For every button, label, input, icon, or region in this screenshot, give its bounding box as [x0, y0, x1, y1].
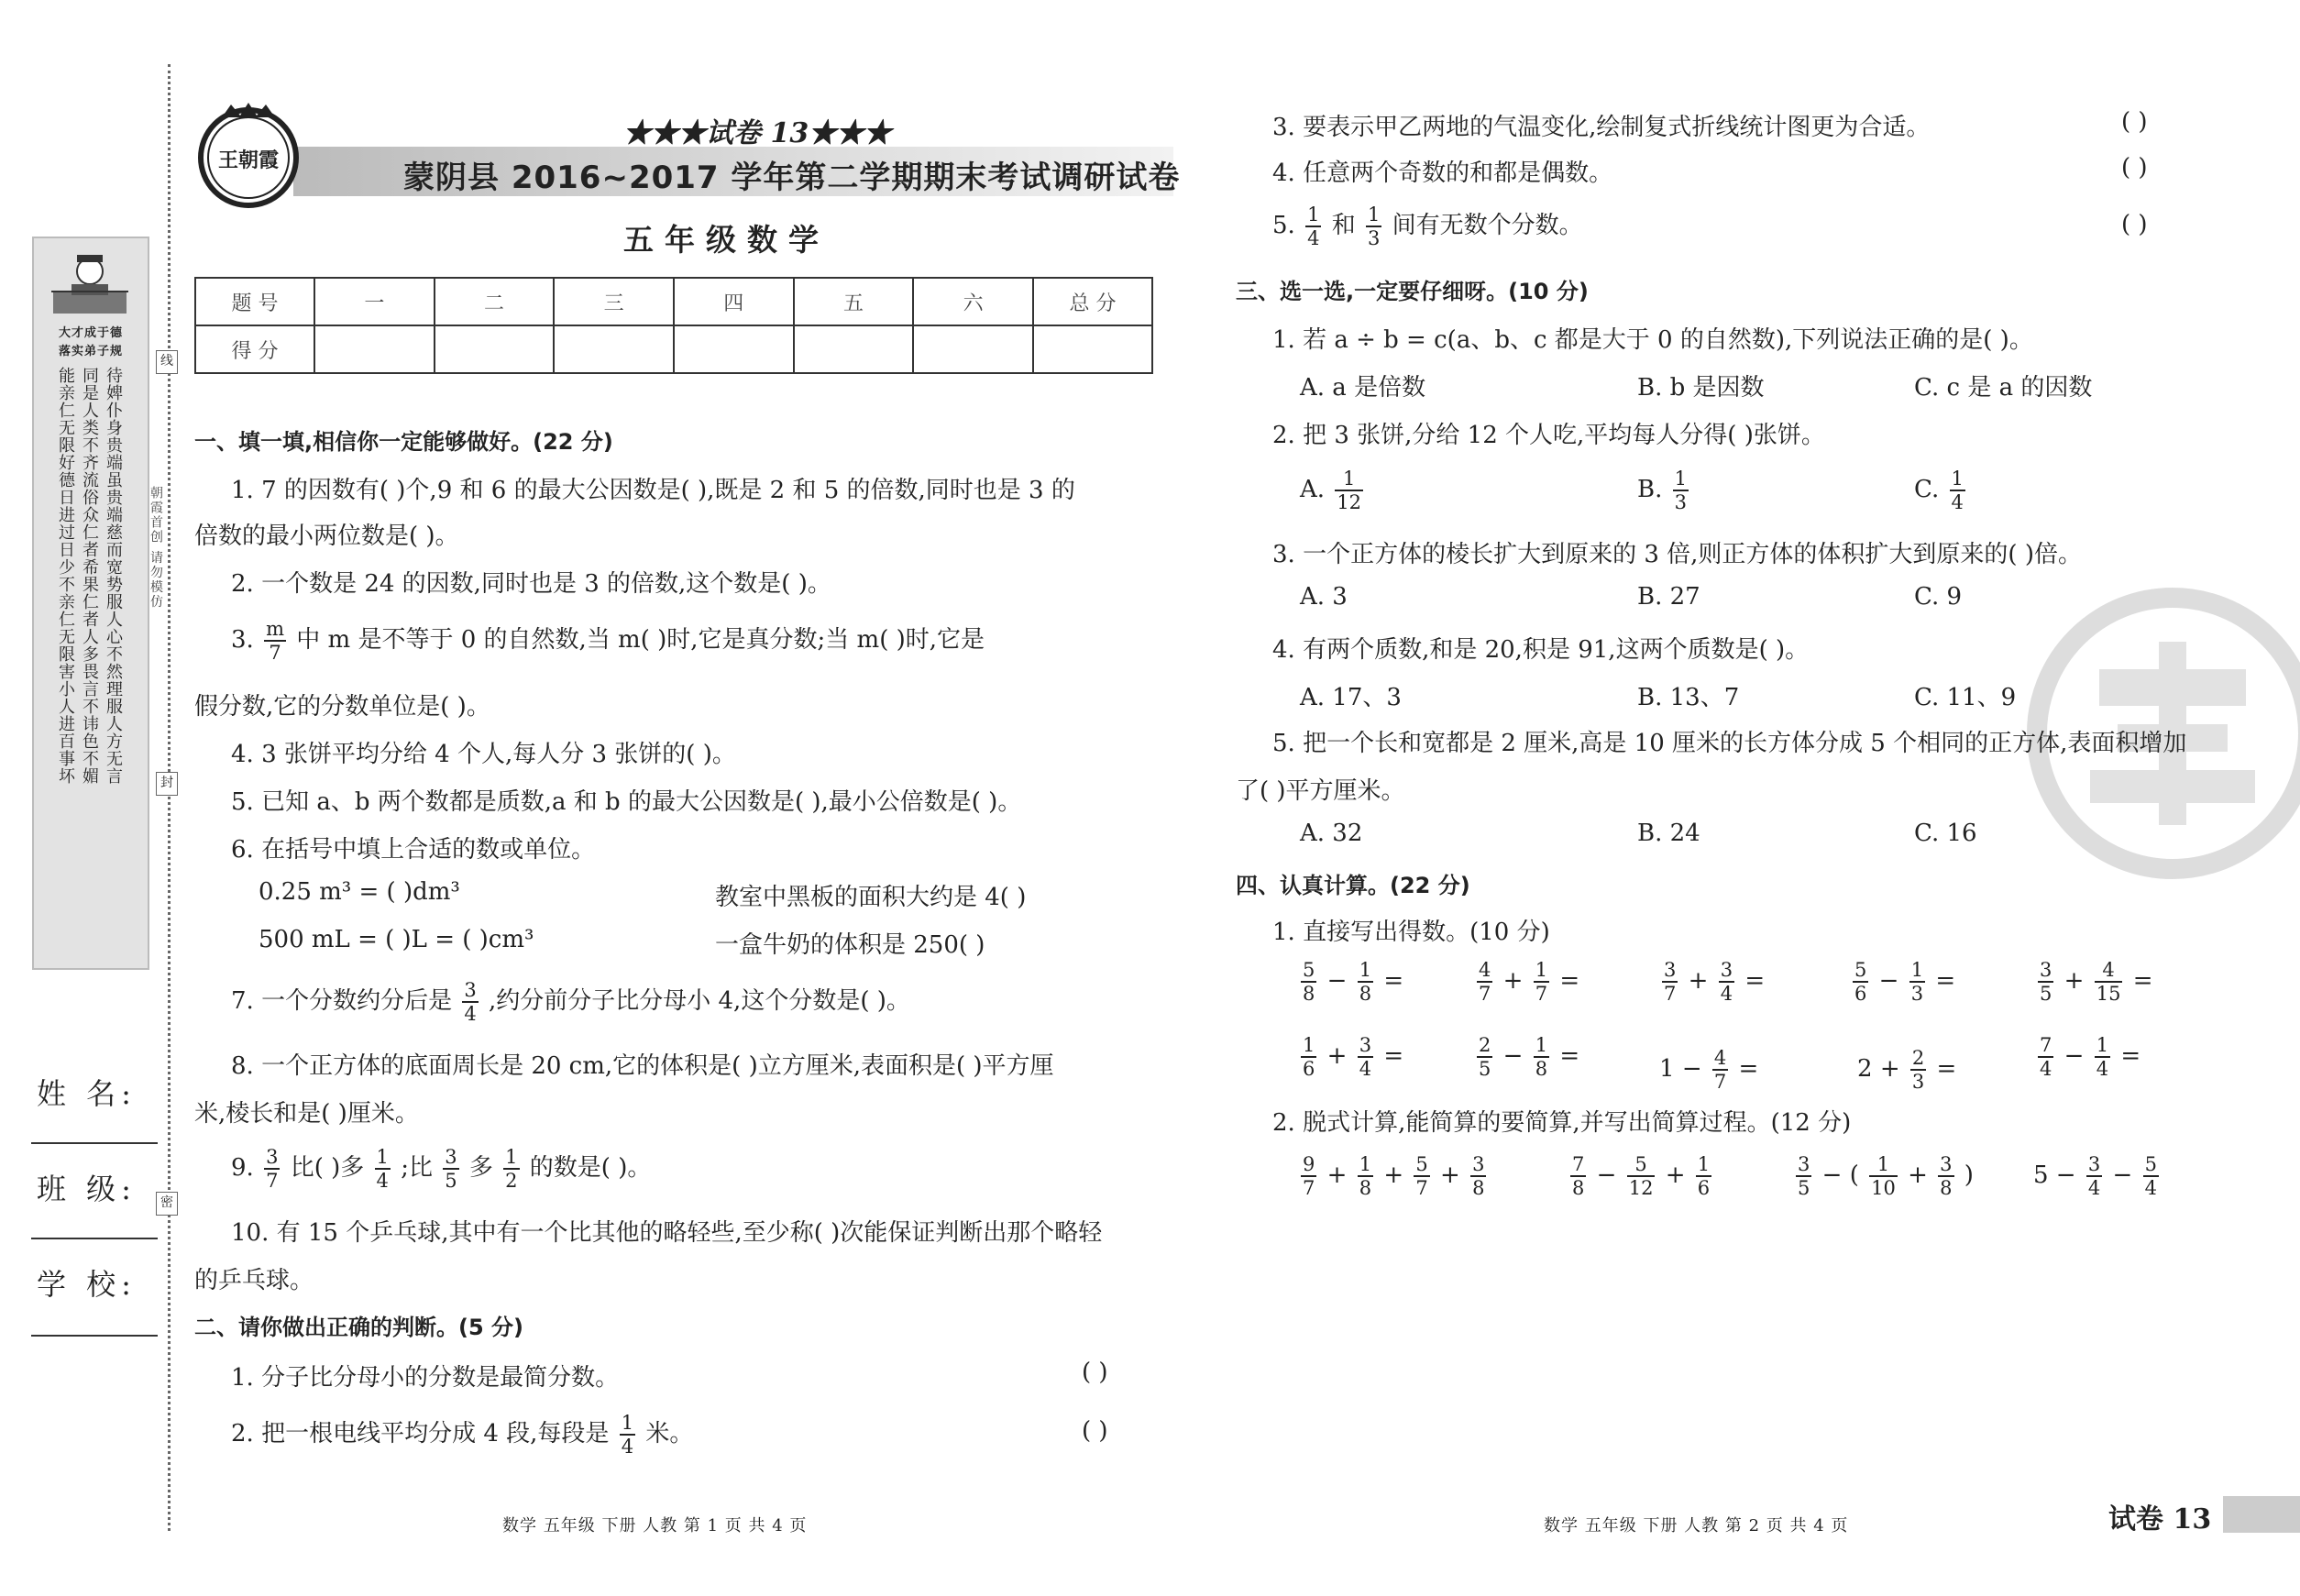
question-1: 1. 7 的因数有( )个,9 和 6 的最大公因数是( ),既是 2 和 5 的倍数,同时也是 3 的: [231, 477, 1075, 504]
step-calc-4: 5 − $\frac{3}{4}$ − $\frac{5}{4}$: [2033, 1153, 2157, 1199]
choice-2: 2. 把 3 张饼,分给 12 个人吃,平均每人分得( )张饼。: [1272, 422, 1825, 449]
choice-option[interactable]: C. $\frac{1}{4}$: [1914, 468, 1964, 513]
calc-item: $\frac{2}{5}$ − $\frac{1}{8}$ =: [1479, 1034, 1580, 1080]
fraction: $\frac{1}{12}$: [1337, 468, 1362, 513]
calc-item: $\frac{5}{8}$ − $\frac{1}{8}$ =: [1303, 959, 1404, 1005]
choice-1: 1. 若 a ÷ b = c(a、b、c 都是大于 0 的自然数),下列说法正确的是( )。: [1272, 326, 2033, 354]
copyright-note: 朝霞首创 请勿模仿: [149, 486, 163, 610]
score-input[interactable]: [554, 325, 674, 373]
calc-item: 2 + $\frac{2}{3}$ =: [1857, 1047, 1957, 1093]
choice-option[interactable]: B. 13、7: [1637, 684, 1740, 711]
seal-line-char: 线: [156, 350, 178, 374]
class-field[interactable]: [31, 1238, 158, 1239]
fraction: $\frac{3}{7}$: [266, 1146, 279, 1192]
question-6d: 一盒牛奶的体积是 250( ): [715, 931, 985, 959]
fraction: $\frac{1}{4}$: [621, 1412, 634, 1458]
subject-title: 五年级数学: [623, 222, 830, 258]
question-8-cont: 米,棱长和是( )厘米。: [194, 1100, 419, 1128]
motto-title-2: 落实弟子规: [58, 345, 123, 358]
step-calc-1: $\frac{9}{7}$ + $\frac{1}{8}$ + $\frac{5}{7}$ + $\frac{3}{8}$: [1303, 1153, 1485, 1199]
table-row: [195, 278, 1152, 325]
name-label: 姓 名:: [37, 1076, 137, 1111]
seal-secret-char: 密: [156, 1192, 178, 1216]
choice-option[interactable]: A. 3: [1300, 583, 1348, 611]
choice-option[interactable]: A. 17、3: [1300, 684, 1402, 711]
question-9: 9. $\frac{3}{7}$ 比( )多 $\frac{1}{4}$ ;比 $\frac{3}{5}$ 多 $\frac{1}{2}$ 的数是( )。: [231, 1146, 652, 1192]
answer-paren[interactable]: ( ): [2121, 108, 2148, 136]
table-cell: 二: [435, 278, 555, 325]
q3-text: 中 m 是不等于 0 的自然数,当 m( )时,它是真分数;当 m( )时,它是: [296, 626, 985, 654]
question-6b: 教室中黑板的面积大约是 4( ): [715, 884, 1027, 911]
name-field[interactable]: [31, 1142, 158, 1144]
section-1-heading: 一、填一填,相信你一定能够做好。(22 分): [194, 429, 613, 455]
fraction: $\frac{3}{4}$: [464, 979, 477, 1025]
judge-1: 1. 分子比分母小的分数是最简分数。: [231, 1364, 620, 1392]
choice-option[interactable]: C. 11、9: [1914, 684, 2017, 711]
table-cell: 得 分: [195, 325, 314, 373]
table-row: [195, 325, 1152, 373]
paper-number: ★★★试卷 13★★★: [623, 117, 892, 149]
section-3-heading: 三、选一选,一定要仔细呀。(10 分): [1236, 279, 1589, 304]
question-6c: 500 mL = ( )L = ( )cm³: [259, 926, 534, 953]
fraction: $\frac{1}{2}$: [505, 1146, 518, 1192]
question-8: 8. 一个正方体的底面周长是 20 cm,它的体积是( )立方厘米,表面积是( )平方厘: [231, 1052, 1054, 1080]
question-3-cont: 假分数,它的分数单位是( )。: [194, 693, 490, 721]
score-input[interactable]: [1033, 325, 1152, 373]
score-input[interactable]: [314, 325, 435, 373]
table-cell: 五: [794, 278, 914, 325]
choice-option[interactable]: A. 32: [1300, 820, 1363, 847]
question-7: 7. 一个分数约分后是 $\frac{3}{4}$ ,约分前分子比分母小 4,这个分数是( )。: [231, 979, 910, 1025]
judge-2: 2. 把一根电线平均分成 4 段,每段是 $\frac{1}{4}$ 米。: [231, 1412, 694, 1458]
choice-option[interactable]: B. 24: [1637, 820, 1700, 847]
class-label: 班 级:: [37, 1172, 137, 1206]
section-4-heading: 四、认真计算。(22 分): [1236, 873, 1470, 898]
choice-option[interactable]: A. a 是倍数: [1300, 374, 1426, 402]
answer-paren[interactable]: ( ): [2121, 154, 2148, 182]
motto-column: 同是人类不齐流俗众仁者希果仁者人多畏言不讳色不媚: [80, 367, 99, 785]
choice-option[interactable]: C. 16: [1914, 820, 1977, 847]
school-label: 学 校:: [37, 1267, 137, 1302]
question-6: 6. 在括号中填上合适的数或单位。: [231, 836, 596, 864]
calc-1-title: 1. 直接写出得数。(10 分): [1272, 919, 1550, 946]
fraction: $\frac{3}{5}$: [445, 1146, 457, 1192]
binding-margin: [0, 0, 174, 1596]
calc-item: $\frac{4}{7}$ + $\frac{1}{7}$ =: [1479, 959, 1580, 1005]
answer-paren[interactable]: ( ): [2121, 211, 2148, 238]
score-input[interactable]: [794, 325, 914, 373]
calc-item: $\frac{3}{7}$ + $\frac{3}{4}$ =: [1664, 959, 1766, 1005]
table-cell: 题 号: [195, 278, 314, 325]
table-cell: 一: [314, 278, 435, 325]
calc-item: $\frac{7}{4}$ − $\frac{1}{4}$ =: [2040, 1034, 2141, 1080]
step-calc-3: $\frac{3}{5}$ − ( $\frac{1}{10}$ + $\frac{3}{8}$ ): [1798, 1153, 1974, 1199]
table-cell: 三: [554, 278, 674, 325]
section-2-heading: 二、请你做出正确的判断。(5 分): [194, 1315, 523, 1340]
question-10: 10. 有 15 个乒乓球,其中有一个比其他的略轻些,至少称( )次能保证判断出那个略轻: [231, 1219, 1103, 1247]
question-2: 2. 一个数是 24 的因数,同时也是 3 的倍数,这个数是( )。: [231, 570, 831, 598]
fraction: $\frac{1}{3}$: [1368, 204, 1381, 249]
exam-title: 蒙阴县 2016~2017 学年第二学期期末考试调研试卷: [403, 160, 1181, 196]
page-footer: 数学 五年级 下册 人教 第 2 页 共 4 页: [1544, 1516, 1849, 1535]
table-cell: 总 分: [1033, 278, 1152, 325]
answer-paren[interactable]: ( ): [1082, 1359, 1108, 1386]
table-cell: 六: [913, 278, 1033, 325]
score-input[interactable]: [435, 325, 555, 373]
calc-item: $\frac{5}{6}$ − $\frac{1}{3}$ =: [1854, 959, 1956, 1005]
publisher-logo: [194, 101, 303, 209]
calc-item: $\frac{1}{6}$ + $\frac{3}{4}$ =: [1303, 1034, 1404, 1080]
judge-3: 3. 要表示甲乙两地的气温变化,绘制复式折线统计图更为合适。: [1272, 114, 1931, 141]
question-3: [231, 618, 985, 664]
choice-option[interactable]: A. $\frac{1}{12}$: [1300, 468, 1362, 513]
question-10-cont: 的乒乓球。: [194, 1267, 314, 1294]
calc-item: 1 − $\frac{4}{7}$ =: [1659, 1047, 1759, 1093]
motto-column: 能亲仁无限好德日进过日少不亲仁无限害小人进百事坏: [56, 367, 75, 785]
score-table: [194, 277, 1153, 374]
answer-paren[interactable]: ( ): [1082, 1417, 1108, 1445]
judge-5: 5. $\frac{1}{4}$ 和 $\frac{1}{3}$ 间有无数个分数。: [1272, 204, 1583, 249]
motto-text: [53, 367, 136, 953]
seal-seal-char: 封: [156, 772, 178, 796]
choice-option[interactable]: C. 9: [1914, 583, 1963, 611]
fraction: $\frac{1}{4}$: [376, 1146, 389, 1192]
fraction: $\frac{m}{7}$: [266, 618, 284, 664]
motto-title-1: 大才成于德: [58, 326, 123, 340]
choice-option[interactable]: B. b 是因数: [1637, 374, 1765, 402]
motto-column: 待婢仆身贵端虽贵端慈而宽势服人心不然理服人方无言: [104, 367, 123, 785]
choice-option[interactable]: B. $\frac{1}{3}$: [1637, 468, 1688, 513]
corner-bar: [2223, 1496, 2300, 1533]
step-calc-2: $\frac{7}{8}$ − $\frac{5}{12}$ + $\frac{1}{6}$: [1572, 1153, 1711, 1199]
calc-2-title: 2. 脱式计算,能简算的要简算,并写出简算过程。(12 分): [1272, 1109, 1852, 1137]
corner-paper-tag: 试卷 13: [2108, 1503, 2212, 1535]
score-input[interactable]: [913, 325, 1033, 373]
svg-text:王朝霞: 王朝霞: [217, 149, 280, 172]
question-5: 5. 已知 a、b 两个数都是质数,a 和 b 的最大公因数是( ),最小公倍数是( )。: [231, 788, 1022, 816]
score-input[interactable]: [674, 325, 794, 373]
choice-5-cont: 了( )平方厘米。: [1236, 777, 1405, 805]
school-field[interactable]: [31, 1335, 158, 1337]
fraction: $\frac{1}{4}$: [1951, 468, 1964, 513]
question-1-cont: 倍数的最小两位数是( )。: [194, 523, 459, 550]
question-4: 4. 3 张饼平均分给 4 个人,每人分 3 张饼的( )。: [231, 741, 736, 768]
judge-4: 4. 任意两个奇数的和都是偶数。: [1272, 160, 1613, 187]
scholar-icon: [44, 246, 136, 319]
choice-3: 3. 一个正方体的棱长扩大到原来的 3 倍,则正方体的体积扩大到原来的( )倍。: [1272, 541, 2082, 568]
choice-option[interactable]: C. c 是 a 的因数: [1914, 374, 2093, 402]
choice-5: 5. 把一个长和宽都是 2 厘米,高是 10 厘米的长方体分成 5 个相同的正方体,表面积增加: [1272, 730, 2187, 757]
fraction: $\frac{1}{4}$: [1307, 204, 1320, 249]
choice-4: 4. 有两个质数,和是 20,积是 91,这两个质数是( )。: [1272, 636, 1810, 664]
cut-line: [168, 64, 171, 1531]
table-cell: 四: [674, 278, 794, 325]
fraction: $\frac{1}{3}$: [1674, 468, 1688, 513]
q3-prefix: 3.: [231, 626, 254, 654]
page-footer: 数学 五年级 下册 人教 第 1 页 共 4 页: [502, 1516, 808, 1535]
calc-item: $\frac{3}{5}$ + $\frac{4}{15}$ =: [2040, 959, 2153, 1005]
choice-option[interactable]: B. 27: [1637, 583, 1700, 611]
question-6a: 0.25 m³ = ( )dm³: [259, 878, 460, 906]
